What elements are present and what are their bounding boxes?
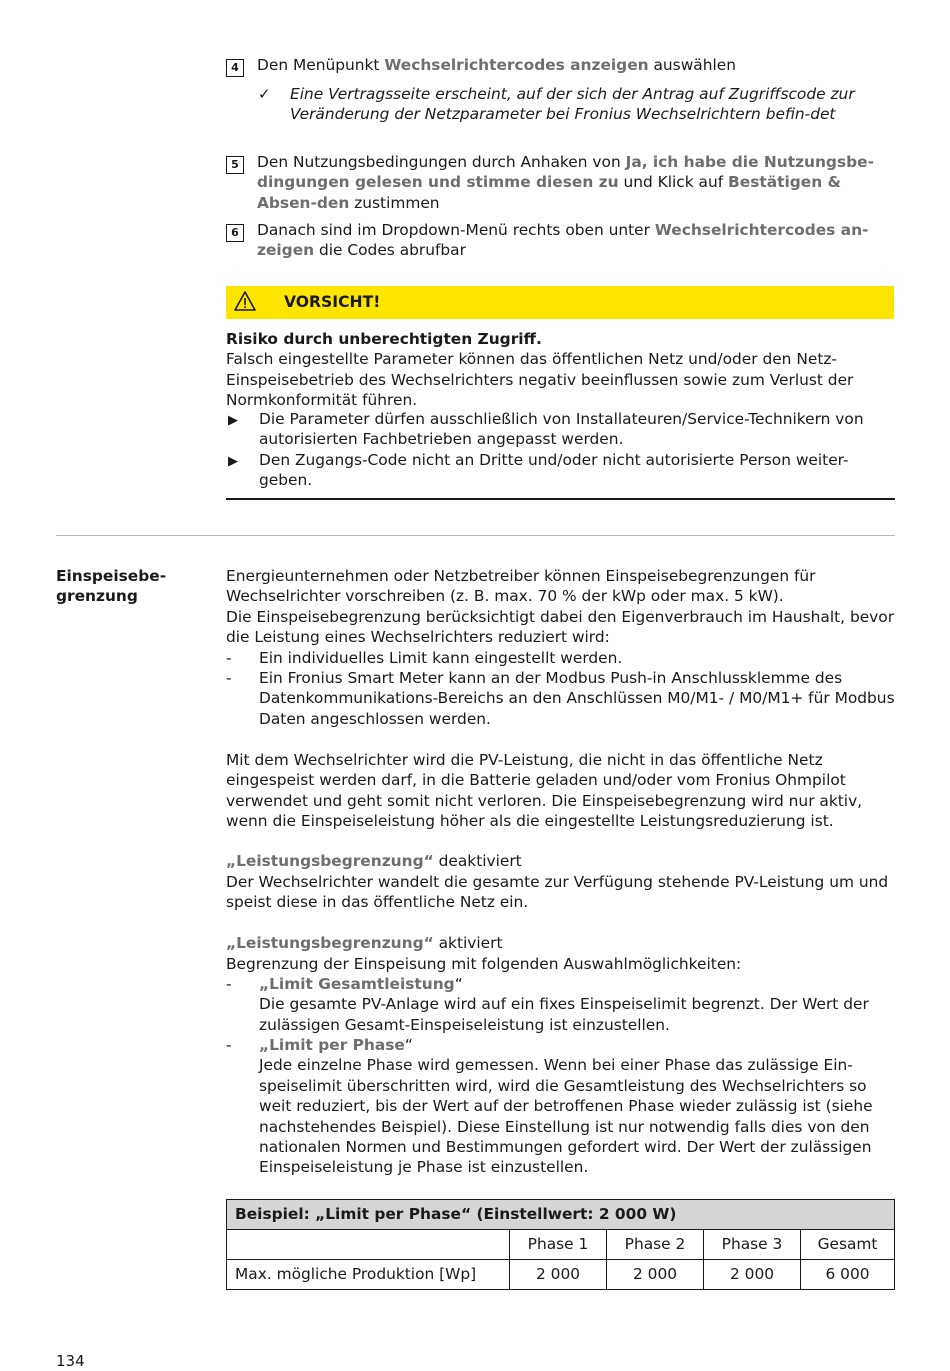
- limit-off-heading: [226, 851, 896, 871]
- step-text-part: auswählen: [648, 56, 736, 74]
- page-number: 134: [56, 1352, 85, 1370]
- list-item: Ein Fronius Smart Meter kann an der Modbus Push-in Anschlussklemme des Datenkommunikations-Bereichs an den Anschlüssen M0/M1- / M0/M1+ für Modbus Daten angeschlossen werden.: [259, 669, 895, 728]
- option-quote: „: [259, 1036, 270, 1054]
- example-table: [226, 1199, 895, 1290]
- dash-marker: -: [226, 975, 232, 993]
- ui-term: Wechselrichtercodes an-zeigen: [257, 221, 869, 260]
- warning-bullet: Den Zugangs-Code nicht an Dritte und/oder nicht autorisierte Person weiter-geben.: [259, 451, 849, 490]
- warning-triangle-icon: [234, 290, 256, 312]
- step-text-part: und Klick auf: [618, 173, 729, 192]
- option-quote: “: [404, 1036, 413, 1054]
- step-text-part: Danach sind im Dropdown-Menü rechts oben unter: [257, 221, 655, 239]
- table-row-label: Max. mögliche Produktion [Wp]: [227, 1260, 510, 1290]
- option-text: Die gesamte PV-Anlage wird auf ein fixes Einspeiselimit begrenzt. Der Wert der zulässigen Gesamt-Einspeiseleistung ist einzustellen.: [259, 995, 869, 1034]
- warning-text: Falsch eingestellte Parameter können das öffentlichen Netz und/oder den Netz-Einspeisebetrieb des Wechselrichters negativ beeinflussen sowie zum Verlust der Normkonformität führen.: [226, 350, 854, 410]
- table-header-cell: Phase 1: [510, 1230, 607, 1260]
- bullet-triangle-icon: ▶: [228, 413, 238, 428]
- step-text: [257, 152, 896, 213]
- table-cell: 6 000: [801, 1260, 895, 1290]
- warning-body: [226, 329, 896, 411]
- table-title-row: [227, 1200, 895, 1230]
- paragraph: Begrenzung der Einspeisung mit folgenden Auswahlmöglichkeiten:: [226, 955, 742, 973]
- option-quote: “: [454, 975, 463, 993]
- step-number-box: 5: [226, 156, 244, 174]
- setting-name: „Leistungsbegrenzung“: [226, 852, 434, 870]
- step-text-part: Den Nutzungsbedingungen durch Anhaken von: [257, 153, 626, 171]
- ui-term: Ja, ich habe die Nutzungsbe-dingungen gelesen und stimme diesen zu: [257, 153, 874, 192]
- checkmark-icon: ✓: [258, 85, 271, 103]
- ui-term: Wechselrichtercodes anzeigen: [384, 56, 649, 74]
- setting-state: aktiviert: [433, 934, 503, 952]
- table-header-row: [227, 1230, 895, 1260]
- dash-marker: -: [226, 669, 232, 687]
- option-quote: „: [259, 975, 270, 993]
- warning-bottom-rule: [226, 498, 895, 500]
- caution-banner: [226, 286, 894, 319]
- table-title: Beispiel: „Limit per Phase“ (Einstellwert: 2 000 W): [227, 1200, 895, 1230]
- warning-heading: Risiko durch unberechtigten Zugriff.: [226, 330, 542, 348]
- step-text: [257, 55, 896, 75]
- dash-marker: -: [226, 649, 232, 667]
- option-name: Limit Gesamtleistung: [269, 975, 455, 993]
- table-row: [227, 1260, 895, 1290]
- step-text-part: zustimmen: [349, 193, 440, 212]
- option-text: Jede einzelne Phase wird gemessen. Wenn bei einer Phase das zulässige Ein-speiselimit überschritten wird, wird die Gesamtleistung des Wechselrichters so weit reduziert, bis der Wert auf der betroffenen Phase wieder zulässig ist (siehe nachstehendes Beispiel). Diese Einstellung ist nur notwendig falls dies von den nationalen Normen und Bestimmungen gefordert wird. Der Wert der zulässigen Einspeiseleistung je Phase ist einzustellen.: [259, 1056, 873, 1177]
- list-item: Ein individuelles Limit kann eingestellt werden.: [259, 649, 623, 667]
- limit-on-heading: [226, 933, 896, 953]
- table-header-cell: [227, 1230, 510, 1260]
- warning-bullet: Die Parameter dürfen ausschließlich von Installateuren/Service-Technikern von autorisierten Fachbetrieben angepasst werden.: [259, 410, 864, 449]
- section-divider: [56, 535, 895, 536]
- dash-marker: -: [226, 1036, 232, 1054]
- section-title: Einspeisebe-grenzung: [56, 567, 167, 606]
- paragraph: Mit dem Wechselrichter wird die PV-Leistung, die nicht in das öffentliche Netz eingespeist werden darf, in die Batterie geladen und/oder vom Fronius Ohmpilot verwendet und geht somit nicht verloren. Die Einspeisebegrenzung wird nur aktiv, wenn die Einspeiseleistung höher als die eingestellte Leistungsreduzierung ist.: [226, 751, 863, 831]
- ui-term: Bestätigen & Absen-den: [257, 173, 841, 212]
- table-cell: 2 000: [510, 1260, 607, 1290]
- section-intro: Energieunternehmen oder Netzbetreiber können Einspeisebegrenzungen für Wechselrichter vorschreiben (z. B. max. 70 % der kWp oder max. 5 kW).: [226, 567, 816, 606]
- option-limit-per-phase: [259, 1035, 895, 1178]
- table-header-cell: Phase 2: [607, 1230, 704, 1260]
- option-limit-total: [259, 974, 895, 1035]
- option-name: Limit per Phase: [269, 1036, 405, 1054]
- table-cell: 2 000: [704, 1260, 801, 1290]
- setting-state: deaktiviert: [433, 852, 522, 870]
- step-number-box: 6: [226, 224, 244, 242]
- section-intro-2: Die Einspeisebegrenzung berücksichtigt dabei den Eigenverbrauch im Haushalt, bevor die Leistung eines Wechselrichters reduziert wird:: [226, 608, 895, 647]
- bullet-triangle-icon: ▶: [228, 454, 238, 469]
- table-header-cell: Phase 3: [704, 1230, 801, 1260]
- step-text: [257, 220, 896, 261]
- setting-name: „Leistungsbegrenzung“: [226, 934, 434, 952]
- step-text-part: Den Menüpunkt: [257, 56, 385, 74]
- paragraph: Der Wechselrichter wandelt die gesamte zur Verfügung stehende PV-Leistung um und speist diese in das öffentliche Netz ein.: [226, 873, 889, 912]
- table-cell: 2 000: [607, 1260, 704, 1290]
- table-header-cell: Gesamt: [801, 1230, 895, 1260]
- step-text-part: die Codes abrufbar: [314, 241, 466, 260]
- step-number-box: 4: [226, 59, 244, 77]
- step-result-text: Eine Vertragsseite erscheint, auf der sich der Antrag auf Zugriffscode zur Veränderung der Netzparameter bei Fronius Wechselrichtern befin-det: [290, 85, 855, 124]
- caution-title: VORSICHT!: [284, 293, 381, 311]
